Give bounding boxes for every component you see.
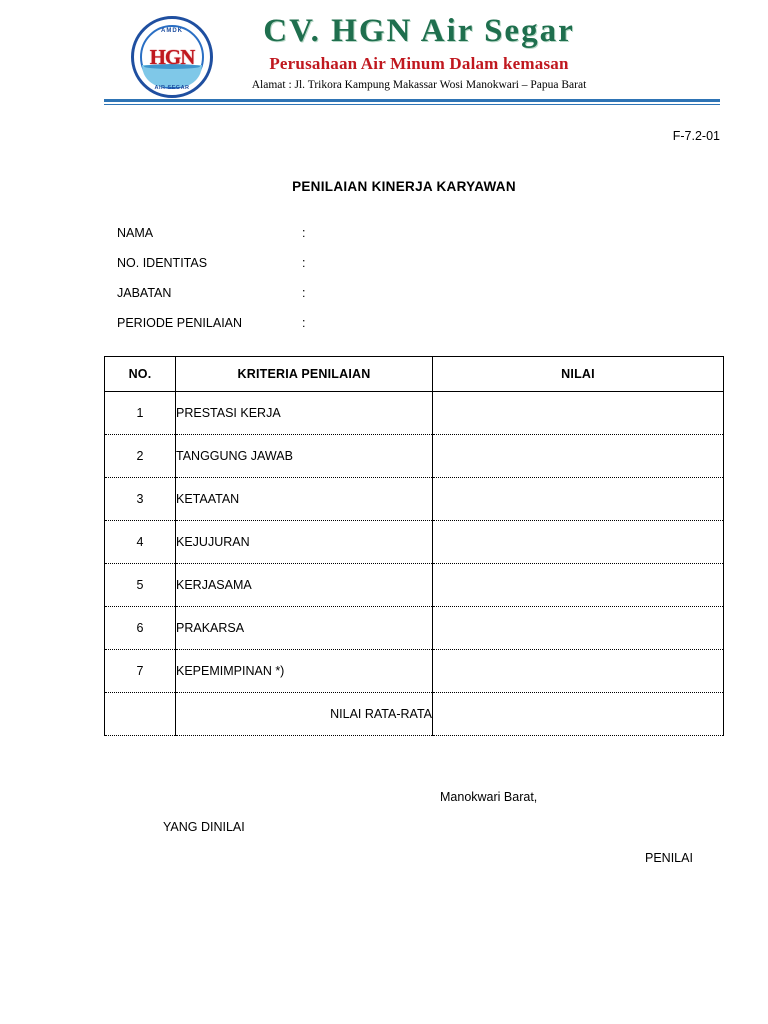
field-colon-nama: : <box>302 226 306 240</box>
divider-thick-line <box>104 99 720 102</box>
cell-no: 3 <box>105 478 176 521</box>
table-row <box>105 392 724 435</box>
signature-label-penilai: PENILAI <box>645 851 693 865</box>
logo-monogram: HGN <box>149 45 195 69</box>
cell-no: 7 <box>105 650 176 693</box>
table-row <box>105 607 724 650</box>
table-row <box>105 650 724 693</box>
table-row <box>105 564 724 607</box>
field-value-nama[interactable] <box>314 226 768 240</box>
column-header-no: NO. <box>105 357 176 392</box>
logo-circle <box>131 16 213 98</box>
signature-label-yang-dinilai: YANG DINILAI <box>163 820 245 834</box>
cell-no: 6 <box>105 607 176 650</box>
table-row <box>105 478 724 521</box>
table-header <box>105 357 724 392</box>
company-name: CV. HGN Air Segar <box>263 13 575 49</box>
field-label-jabatan: JABATAN <box>117 286 172 300</box>
field-colon-no-identitas: : <box>302 256 306 270</box>
company-block <box>0 14 768 74</box>
signature-area <box>0 776 768 926</box>
form-code: F-7.2-01 <box>672 129 720 143</box>
cell-nilai[interactable] <box>433 564 724 607</box>
cell-kriteria: PRAKARSA <box>176 607 433 650</box>
company-logo <box>131 16 213 98</box>
letterhead <box>0 0 768 96</box>
cell-average-spacer <box>105 693 176 736</box>
field-value-no-identitas[interactable] <box>314 256 768 270</box>
cell-nilai[interactable] <box>433 650 724 693</box>
cell-kriteria: KEJUJURAN <box>176 521 433 564</box>
table-header-row <box>105 357 724 392</box>
field-row-jabatan <box>117 286 768 300</box>
field-row-no-identitas <box>117 256 768 270</box>
cell-nilai[interactable] <box>433 435 724 478</box>
assessment-table <box>104 356 724 736</box>
logo-bottom-text: AIR SEGAR <box>154 85 190 91</box>
assessment-table-wrapper <box>0 356 768 736</box>
divider-thin-line <box>104 104 720 105</box>
cell-kriteria: TANGGUNG JAWAB <box>176 435 433 478</box>
cell-no: 1 <box>105 392 176 435</box>
cell-kriteria: KERJASAMA <box>176 564 433 607</box>
field-label-periode-penilaian: PERIODE PENILAIAN <box>117 316 243 330</box>
cell-nilai[interactable] <box>433 607 724 650</box>
field-label-nama: NAMA <box>117 226 154 240</box>
company-tagline: Perusahaan Air Minum Dalam kemasan <box>269 53 569 73</box>
cell-nilai[interactable] <box>433 478 724 521</box>
field-colon-jabatan: : <box>302 286 306 300</box>
field-value-periode-penilaian[interactable] <box>314 316 768 330</box>
table-row-average <box>105 693 724 736</box>
table-body <box>105 392 724 736</box>
field-row-nama <box>117 226 768 240</box>
cell-no: 4 <box>105 521 176 564</box>
field-row-periode-penilaian <box>117 316 768 330</box>
cell-kriteria: KETAATAN <box>176 478 433 521</box>
cell-no: 2 <box>105 435 176 478</box>
field-colon-periode-penilaian: : <box>302 316 306 330</box>
cell-average-value[interactable] <box>433 693 724 736</box>
cell-nilai[interactable] <box>433 392 724 435</box>
company-address: Alamat : Jl. Trikora Kampung Makassar Wosi Manokwari – Papua Barat <box>251 78 587 91</box>
cell-kriteria: PRESTASI KERJA <box>176 392 433 435</box>
signature-place-date: Manokwari Barat, <box>440 790 538 804</box>
identity-fields <box>0 226 768 330</box>
cell-nilai[interactable] <box>433 521 724 564</box>
table-row <box>105 435 724 478</box>
column-header-nilai: NILAI <box>433 357 724 392</box>
logo-top-text: AMDK <box>161 28 183 34</box>
column-header-kriteria: KRITERIA PENILAIAN <box>176 357 433 392</box>
cell-no: 5 <box>105 564 176 607</box>
field-label-no-identitas: NO. IDENTITAS <box>117 256 208 270</box>
cell-average-label: NILAI RATA-RATA <box>176 693 433 736</box>
cell-kriteria: KEPEMIMPINAN *) <box>176 650 433 693</box>
field-value-jabatan[interactable] <box>314 286 768 300</box>
header-divider <box>0 99 768 105</box>
table-row <box>105 521 724 564</box>
page-title: PENILAIAN KINERJA KARYAWAN <box>292 179 516 194</box>
